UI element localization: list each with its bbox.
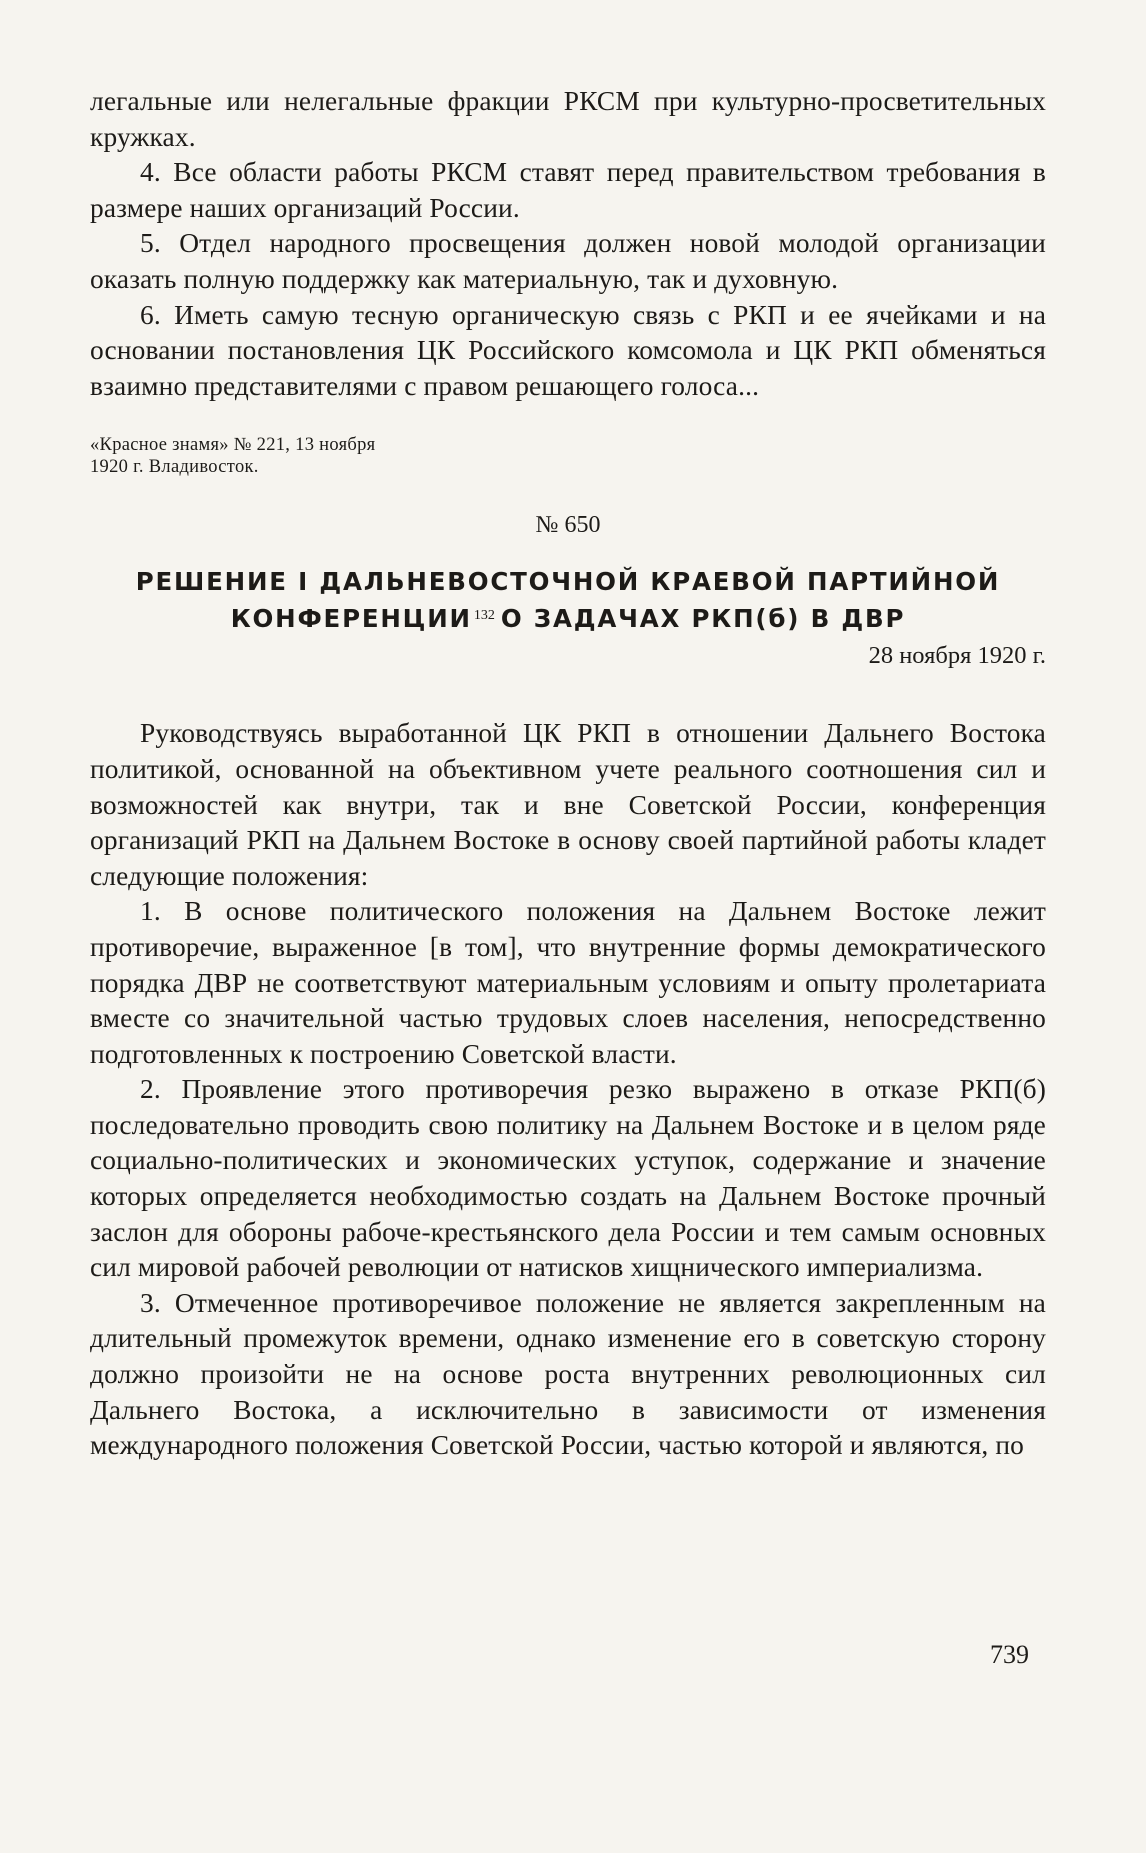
document-title-line-2 xyxy=(90,599,1046,636)
page-content xyxy=(90,84,1046,1464)
intro-paragraph-continued: легальные или нелегальные фракции РКСМ при культурно-просветительных кружках. xyxy=(90,86,1046,152)
intro-paragraph-5: 5. Отдел народного просвещения должен новой молодой организации оказать полную поддержку как материальную, так и духовную. xyxy=(90,228,1046,294)
body-paragraph-2: 2. Проявление этого противоречия резко выражено в отказе РКП(б) последовательно проводить свою политику на Дальнем Востоке и в целом ряде социально-политических и экономических уступок, содержание и значение которых определяется необходимостью создать на Дальнем Востоке прочный заслон для обороны рабоче-крестьянского дела России и тем самым основных сил мировой рабочей революции от натисков хищнического империализма. xyxy=(90,1074,1046,1283)
footnote-reference: 132 xyxy=(473,608,495,624)
document-date: 28 ноября 1920 г. xyxy=(868,642,1046,670)
document-title-line-2-end: О ЗАДАЧАХ РКП(б) В ДВР xyxy=(500,604,906,634)
source-citation xyxy=(90,434,1046,478)
source-line-2: 1920 г. Владивосток. xyxy=(90,457,259,478)
body-paragraph-3: 3. Отмеченное противоречивое положение не является закрепленным на длительный промежуток времени, однако изменение его в советскую сторону должно произойти не на основе роста внутренних революционных сил Дальнего Востока, а исключительно в зависимости от изменения международного положения Советской России, частью которой и являются, по xyxy=(90,1287,1046,1461)
body-paragraph-1: 1. В основе политического положения на Дальнем Востоке лежит противоречие, выраженное [в том], что внутренние формы демократического порядка ДВР не соответствуют материальным условиям и опыту пролетариата вместе со значительной частью трудовых слоев населения, непосредственно подготовленных к построению Советской власти. xyxy=(90,896,1046,1069)
document-title-line-2-start: КОНФЕРЕНЦИИ xyxy=(230,604,472,634)
page-number: 739 xyxy=(990,1640,1029,1669)
body-paragraph-preamble: Руководствуясь выработанной ЦК РКП в отношении Дальнего Востока политикой, основанной на объективном учете реального соотношения сил и возможностей как внутри, так и вне Советской России, конференция организаций РКП на Дальнем Востоке в основу своей партийной работы кладет следующие положения: xyxy=(90,718,1046,891)
document-number: № 650 xyxy=(535,512,601,539)
document-body xyxy=(90,716,1046,1463)
intro-paragraph-6: 6. Иметь самую тесную органическую связь с РКП и ее ячейками и на основании постановления ЦК Российского комсомола и ЦК РКП обменяться взаимно представителями с правом решающего голоса... xyxy=(90,299,1046,401)
document-title-line-1: РЕШЕНИЕ I ДАЛЬНЕВОСТОЧНОЙ КРАЕВОЙ ПАРТИЙНОЙ xyxy=(135,567,1001,597)
document-title xyxy=(90,565,1046,636)
source-line-1: «Красное знамя» № 221, 13 ноября xyxy=(90,435,376,456)
intro-paragraph-4: 4. Все области работы РКСМ ставят перед правительством требования в размере наших организаций России. xyxy=(90,157,1046,223)
